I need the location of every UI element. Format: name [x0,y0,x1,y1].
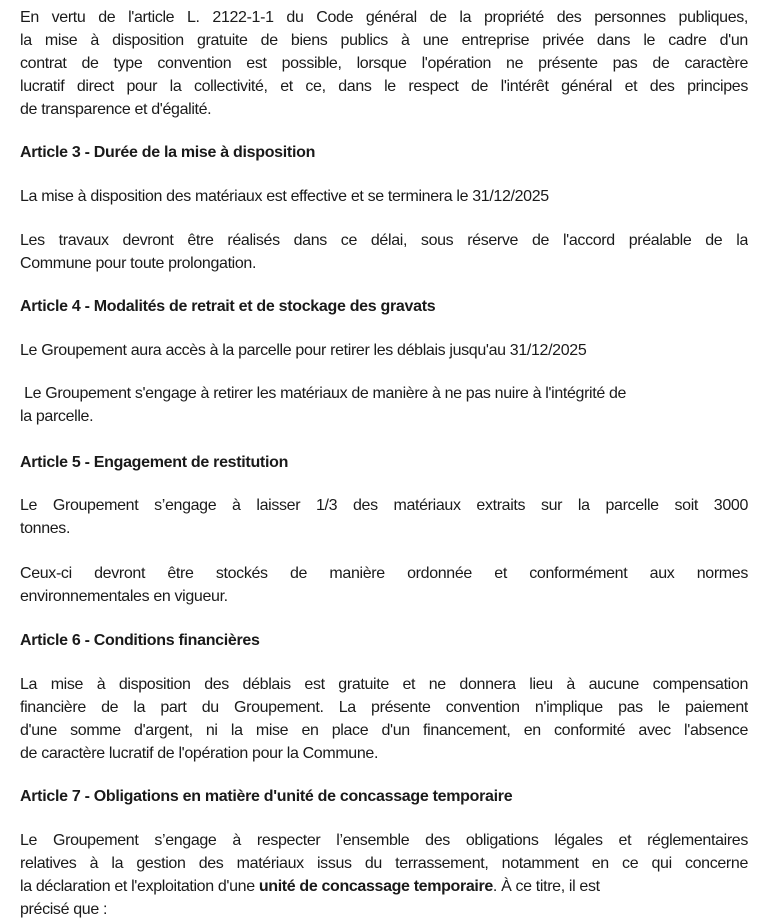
article-3-paragraph-2 [20,229,748,275]
text-line [20,875,748,898]
text-line: Commune pour toute prolongation. [20,255,257,272]
text-line: En vertu de l'article L. 2122-1-1 du Code général de la propriété des personnes publiques, [20,9,748,26]
text-line: de transparence et d'égalité. [20,101,212,118]
text-line: la mise à disposition gratuite de biens publics à une entreprise privée dans le cadre d'un [20,32,748,49]
text-line: lucratif direct pour la collectivité, et ce, dans le respect de l'intérêt général et des principes [20,78,748,95]
article-5-paragraph-2 [20,562,748,608]
text-line: Le Groupement s’engage à laisser 1/3 des matériaux extraits sur la parcelle soit 3000 [20,497,748,514]
article-7-paragraph [20,829,748,921]
text-line: précisé que : [20,901,108,918]
text-line: contrat de type convention est possible, lorsque l'opération ne présente pas de caractère [20,55,748,72]
text-line: Le Groupement s’engage à respecter l’ensemble des obligations légales et réglementaires [20,832,748,849]
article-7-heading: Article 7 - Obligations en matière d'unité de concassage temporaire [20,788,513,805]
article-4-paragraph-1 [20,339,748,362]
text-line: la parcelle. [20,408,94,425]
article-5-paragraph-1 [20,494,748,540]
text-line: relatives à la gestion des matériaux issus du terrassement, notamment en ce qui concerne [20,855,748,872]
article-3-paragraph-1 [20,185,748,208]
text-segment: la déclaration et l'exploitation d'une [20,878,259,895]
article-3-heading: Article 3 - Durée de la mise à disposition [20,144,316,161]
text-line: La mise à disposition des matériaux est effective et se terminera le 31/12/2025 [20,188,549,205]
text-line: environnementales en vigueur. [20,588,228,605]
text-line: Le Groupement s'engage à retirer les matériaux de manière à ne pas nuire à l'intégrité de [20,385,627,402]
text-line: La mise à disposition des déblais est gratuite et ne donnera lieu à aucune compensation [20,676,748,693]
text-line: tonnes. [20,520,71,537]
article-6-paragraph [20,673,748,765]
text-line: de caractère lucratif de l'opération pour la Commune. [20,745,379,762]
text-line: d'une somme d'argent, ni la mise en place d'un financement, en conformité avec l'absence [20,722,748,739]
text-line: Le Groupement aura accès à la parcelle pour retirer les déblais jusqu'au 31/12/2025 [20,342,587,359]
article-5-heading: Article 5 - Engagement de restitution [20,454,289,471]
text-line: financière de la part du Groupement. La présente convention n'implique pas le paiement [20,699,748,716]
text-line: Ceux-ci devront être stockés de manière ordonnée et conformément aux normes [20,565,748,582]
text-segment: . À ce titre, il est [492,878,600,895]
text-line: Les travaux devront être réalisés dans ce délai, sous réserve de l'accord préalable de la [20,232,748,249]
bold-text-segment: unité de concassage temporaire [258,878,493,895]
intro-paragraph [20,6,748,121]
article-4-paragraph-2 [20,382,748,428]
article-4-heading: Article 4 - Modalités de retrait et de stockage des gravats [20,298,436,315]
article-6-heading: Article 6 - Conditions financières [20,632,260,649]
